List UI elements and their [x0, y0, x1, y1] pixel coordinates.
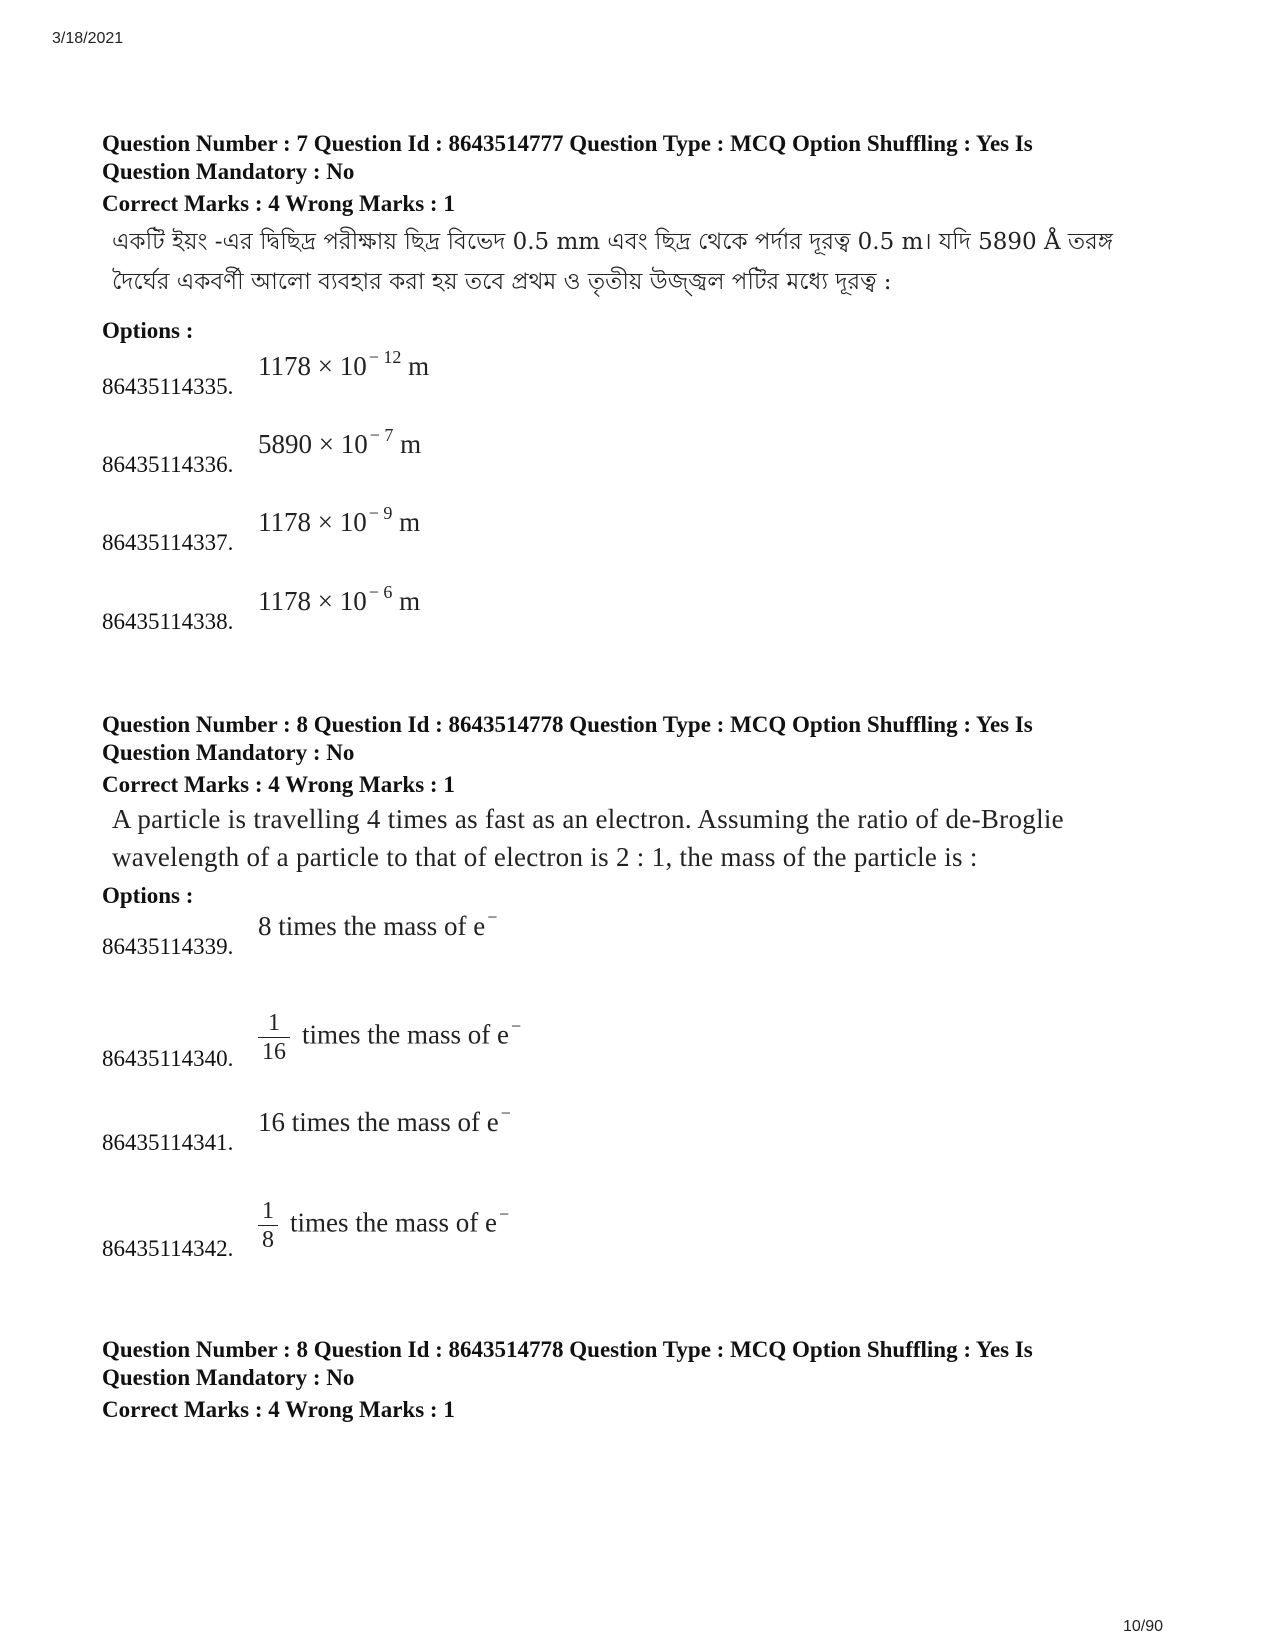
options-label: Options : [102, 318, 194, 343]
question-meta-line1: Question Number : 8 Question Id : 8643514778 Question Type : MCQ Option Shuffling : Yes Is [102, 712, 1033, 737]
option-86435114336[interactable] [102, 418, 802, 478]
question-meta-line2: Question Mandatory : No [102, 159, 355, 184]
option-id: 86435114338. [102, 609, 234, 634]
option-86435114340[interactable] [102, 1000, 802, 1072]
option-value: $\frac{1}{8}$ times the mass of e − [258, 1197, 509, 1254]
question-8-meta [102, 711, 1182, 799]
question-7-meta [102, 130, 1182, 218]
option-86435114337[interactable] [102, 496, 802, 556]
question-7-text: একটি ইয়ং -এর দ্বিছিদ্র পরীক্ষায় ছিদ্র বিভেদ 0.5 mm এবং ছিদ্র থেকে পর্দার দূরত্ব 0.5 m। যদি 5890 Å তরঙ্গ দৈর্ঘের একবর্ণী আলো ব্যবহার করা হয় তবে প্রথম ও তৃতীয় উজ্জ্বল পটির মধ্যে দূরত্ব : [112, 229, 1114, 295]
question-meta-line1: Question Number : 8 Question Id : 8643514778 Question Type : MCQ Option Shuffling : Yes Is [102, 1337, 1033, 1362]
option-86435114339[interactable] [102, 900, 802, 960]
page-date: 3/18/2021 [52, 30, 124, 47]
option-id: 86435114342. [102, 1236, 234, 1261]
question-text-line2: wavelength of a particle to that of electron is 2 : 1, the mass of the particle is : [112, 842, 978, 872]
option-value: 16 times the mass of e − [258, 1103, 511, 1137]
option-value: 1178 × 10 $^{- 12}$ m [258, 347, 430, 381]
option-id: 86435114336. [102, 452, 234, 477]
question-meta-line2: Question Mandatory : No [102, 1365, 355, 1390]
option-86435114341[interactable] [102, 1096, 802, 1156]
option-value: 1178 × 10 $^{- 6}$ m [258, 582, 421, 616]
question-marks: Correct Marks : 4 Wrong Marks : 1 [102, 1397, 455, 1422]
option-86435114338[interactable] [102, 575, 802, 635]
page-number: 10/90 [1122, 1618, 1163, 1635]
option-value: 5890 × 10 $^{- 7}$ m [258, 425, 422, 459]
option-value: $\frac{1}{16}$ times the mass of e − [258, 1009, 521, 1066]
option-id: 86435114339. [102, 934, 234, 959]
options-label: Options : [102, 883, 194, 908]
question-8-repeat-meta [102, 1336, 1182, 1424]
option-id: 86435114335. [102, 374, 234, 399]
question-8-text [112, 800, 1192, 876]
option-86435114342[interactable] [102, 1190, 802, 1262]
question-meta-line1: Question Number : 7 Question Id : 8643514777 Question Type : MCQ Option Shuffling : Yes Is [102, 131, 1033, 156]
option-value: 1178 × 10 $^{- 9}$ m [258, 503, 421, 537]
question-text-line1: A particle is travelling 4 times as fast as an electron. Assuming the ratio of de-Broglie [112, 804, 1064, 834]
fraction: $\frac{1}{8}$ [258, 1197, 278, 1254]
option-id: 86435114340. [102, 1046, 234, 1071]
option-id: 86435114341. [102, 1130, 234, 1155]
question-marks: Correct Marks : 4 Wrong Marks : 1 [102, 191, 455, 216]
option-86435114335[interactable] [102, 340, 802, 400]
option-value: 8 times the mass of e − [258, 907, 498, 941]
question-marks: Correct Marks : 4 Wrong Marks : 1 [102, 772, 455, 797]
fraction: $\frac{1}{16}$ [258, 1009, 290, 1066]
option-id: 86435114337. [102, 530, 234, 555]
question-meta-line2: Question Mandatory : No [102, 740, 355, 765]
